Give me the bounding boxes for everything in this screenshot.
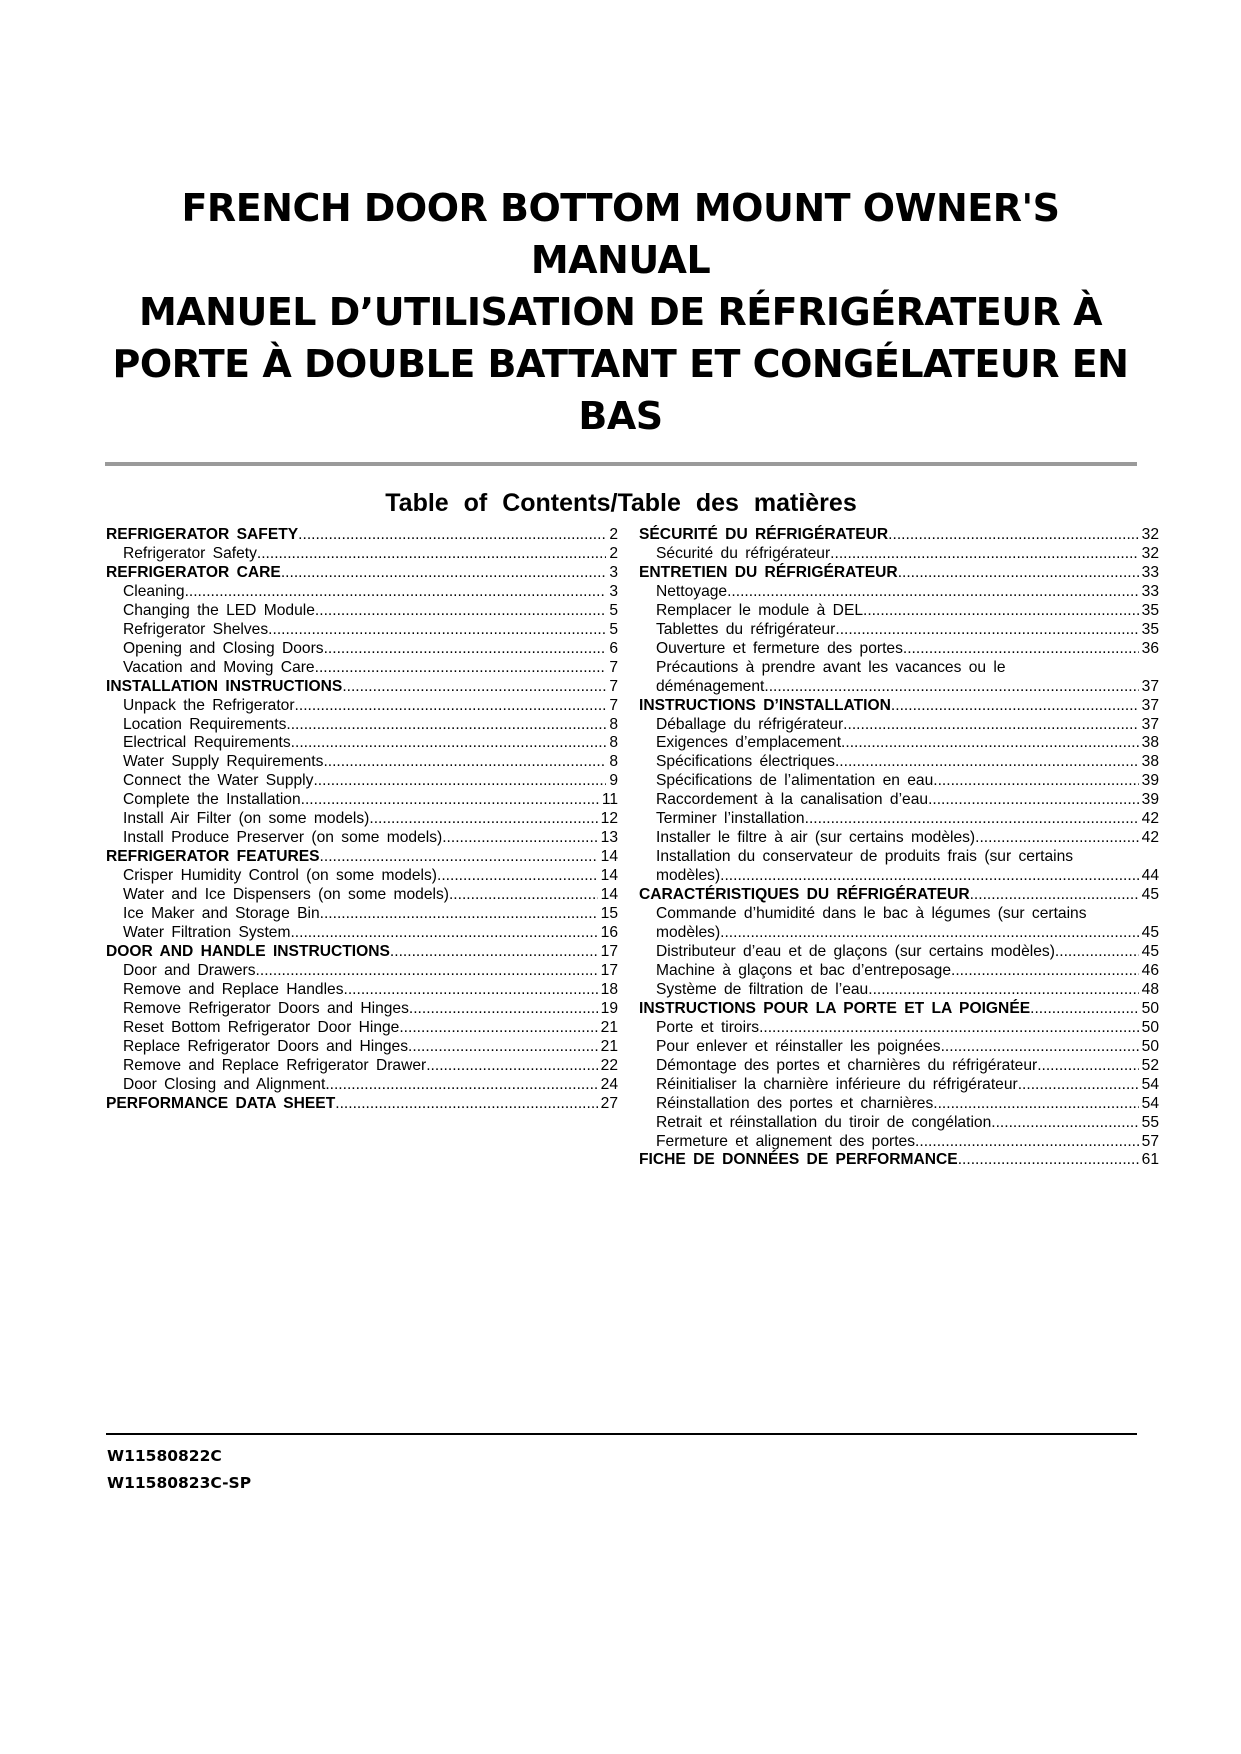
toc-entry-label: Exigences d’emplacement (656, 734, 842, 752)
toc-entry[interactable] (639, 1076, 1159, 1095)
toc-entry-label: modèles) (656, 924, 721, 942)
toc-leader-dots (335, 1095, 597, 1114)
toc-entry-label: Water and Ice Dispensers (on some models) (123, 886, 449, 904)
toc-entry-label: Nettoyage (656, 582, 728, 600)
toc-entry-page: 33 (1141, 563, 1159, 581)
toc-leader-dots (843, 716, 1138, 735)
toc-entry[interactable] (639, 753, 1159, 772)
toc-entry-page: 3 (609, 563, 618, 581)
toc-entry-page: 5 (609, 601, 618, 619)
toc-entry-label: Terminer l’installation (656, 810, 805, 828)
toc-entry-label: INSTALLATION INSTRUCTIONS (106, 677, 343, 695)
toc-leader-dots (720, 867, 1139, 886)
toc-entry-label: Water Filtration System (123, 924, 291, 942)
toc-entry-label: Remove and Replace Refrigerator Drawer (123, 1056, 427, 1074)
toc-leader-dots (759, 1019, 1139, 1038)
divider (106, 1433, 1137, 1435)
toc-entry-label: Démontage des portes et charnières du réfrigérateur (656, 1056, 1038, 1074)
toc-entry[interactable] (106, 962, 618, 981)
toc-leader-dots (325, 1076, 597, 1095)
toc-leader-dots (933, 1095, 1138, 1114)
toc-entry-page: 8 (609, 734, 618, 752)
toc-entry-page: 50 (1141, 1037, 1159, 1055)
toc-entry-page: 54 (1141, 1075, 1159, 1093)
toc-leader-dots (449, 886, 598, 905)
toc-entry[interactable] (106, 697, 618, 716)
toc-entry-page: 14 (600, 867, 618, 885)
toc-entry-page: 13 (600, 829, 618, 847)
toc-entry[interactable] (639, 772, 1159, 791)
toc-entry-label: Fermeture et alignement des portes (656, 1132, 916, 1150)
toc-entry[interactable] (106, 659, 618, 678)
toc-leader-dots (291, 734, 607, 753)
toc-entry-page: 46 (1141, 961, 1159, 979)
toc-entry-label: Refrigerator Safety (123, 544, 257, 562)
toc-leader-dots (315, 602, 606, 621)
toc-entry[interactable] (106, 943, 618, 962)
toc-entry-page: 52 (1141, 1056, 1159, 1074)
toc-leader-dots (720, 924, 1139, 943)
toc-entry-label: REFRIGERATOR CARE (106, 563, 281, 581)
toc-entry-page: 12 (600, 810, 618, 828)
toc-entry-label: Complete the Installation (123, 791, 301, 809)
toc-entry-page: 35 (1141, 601, 1159, 619)
toc-entry-label: SÉCURITÉ DU RÉFRIGÉRATEUR (639, 526, 889, 543)
toc-entry-page: 50 (1141, 1018, 1159, 1036)
toc-entry-page: 18 (600, 980, 618, 998)
toc-entry-label: Location Requirements (123, 715, 287, 733)
toc-leader-dots (281, 564, 606, 583)
toc-entry[interactable] (106, 678, 618, 697)
toc-entry-label: DOOR AND HANDLE INSTRUCTIONS (106, 942, 390, 960)
toc-leader-dots (841, 734, 1139, 753)
toc-entry-page: 17 (600, 942, 618, 960)
toc-leader-dots (868, 981, 1138, 1000)
toc-leader-dots (342, 678, 606, 697)
toc-entry-page: 6 (609, 639, 618, 657)
toc-leader-dots (805, 810, 1139, 829)
toc-entry-label: Refrigerator Shelves (123, 620, 269, 638)
toc-entry[interactable] (106, 772, 618, 791)
toc-entry[interactable] (106, 1019, 618, 1038)
toc-entry[interactable] (106, 526, 618, 545)
toc-entry-label: Réinstallation des portes et charnières (656, 1094, 934, 1112)
toc-entry[interactable] (639, 848, 1159, 867)
toc-entry[interactable] (639, 734, 1159, 753)
toc-entry-label: Déballage du réfrigérateur (656, 715, 844, 733)
toc-entry-label: ENTRETIEN DU RÉFRIGÉRATEUR (639, 563, 898, 581)
toc-leader-dots (933, 772, 1138, 791)
toc-entry[interactable] (106, 1038, 618, 1057)
toc-entry-page: 61 (1141, 1151, 1159, 1169)
toc-entry[interactable] (639, 545, 1159, 564)
toc-entry-page: 14 (600, 886, 618, 904)
toc-leader-dots (1018, 1076, 1139, 1095)
toc-entry-page: 42 (1141, 829, 1159, 847)
toc-entry-label: Pour enlever et réinstaller les poignées (656, 1037, 941, 1055)
toc-leader-dots (185, 583, 607, 602)
toc-entry[interactable] (106, 583, 618, 602)
toc-entry-label: Précautions à prendre avant les vacances ou le (656, 658, 1006, 676)
toc-entry[interactable] (639, 1057, 1159, 1076)
toc-leader-dots (941, 1038, 1139, 1057)
toc-leader-dots (298, 526, 606, 545)
toc-entry[interactable] (106, 602, 618, 621)
toc-entry[interactable] (106, 621, 618, 640)
toc-entry[interactable] (106, 734, 618, 753)
toc-leader-dots (898, 564, 1139, 583)
title-line: MANUEL D’UTILISATION DE RÉFRIGÉRATEUR À (138, 290, 1103, 334)
toc-entry[interactable] (106, 829, 618, 848)
toc-french-column (639, 526, 1159, 1170)
toc-entry[interactable] (639, 659, 1159, 678)
title-line: PORTE À DOUBLE BATTANT ET CONGÉLATEUR EN (112, 342, 1129, 386)
toc-entry-label: Installer le filtre à air (sur certains modèles) (656, 829, 976, 847)
toc-leader-dots (286, 716, 606, 735)
toc-entry[interactable] (106, 924, 618, 943)
toc-entry[interactable] (639, 678, 1159, 697)
toc-entry-label: Remplacer le module à DEL (656, 601, 864, 619)
toc-entry-label: Système de filtration de l’eau (656, 980, 869, 998)
divider (105, 462, 1137, 466)
toc-entry-label: déménagement (656, 677, 765, 695)
toc-entry[interactable] (639, 1019, 1159, 1038)
toc-leader-dots (256, 962, 598, 981)
toc-entry-page: 36 (1141, 639, 1159, 657)
toc-entry-page: 50 (1141, 999, 1159, 1017)
toc-entry[interactable] (639, 981, 1159, 1000)
toc-entry-page: 7 (609, 696, 618, 714)
toc-entry-page: 42 (1141, 810, 1159, 828)
toc-entry-page: 37 (1141, 677, 1159, 695)
toc-leader-dots (313, 772, 606, 791)
toc-entry-page: 21 (600, 1037, 618, 1055)
toc-entry-label: PERFORMANCE DATA SHEET (106, 1094, 336, 1112)
toc-entry-page: 2 (609, 544, 618, 562)
toc-entry-page: 32 (1141, 544, 1159, 562)
title-line: MANUAL (530, 238, 711, 282)
toc-entry-page: 44 (1141, 867, 1159, 885)
toc-entry-label: REFRIGERATOR SAFETY (106, 526, 299, 543)
toc-entry-page: 39 (1141, 772, 1159, 790)
toc-entry-page: 54 (1141, 1094, 1159, 1112)
toc-leader-dots (290, 924, 597, 943)
toc-entry-label: Spécifications de l’alimentation en eau (656, 772, 934, 790)
toc-leader-dots (928, 791, 1139, 810)
toc-entry-page: 55 (1141, 1113, 1159, 1131)
toc-leader-dots (830, 545, 1138, 564)
toc-entry-page: 38 (1141, 734, 1159, 752)
toc-leader-dots (991, 1114, 1138, 1133)
toc-entry-label: Retrait et réinstallation du tiroir de congélation (656, 1113, 992, 1131)
toc-entry[interactable] (639, 943, 1159, 962)
toc-entry[interactable] (106, 716, 618, 735)
toc-entry-page: 39 (1141, 791, 1159, 809)
toc-entry-label: Replace Refrigerator Doors and Hinges (123, 1037, 409, 1055)
toc-entry[interactable] (106, 867, 618, 886)
toc-entry[interactable] (106, 1000, 618, 1019)
toc-entry-label: Electrical Requirements (123, 734, 291, 752)
toc-leader-dots (975, 829, 1139, 848)
toc-leader-dots (863, 602, 1139, 621)
toc-entry-page: 45 (1141, 886, 1159, 904)
toc-entry-label: Ouverture et fermeture des portes (656, 639, 903, 657)
toc-entry-label: REFRIGERATOR FEATURES (106, 848, 320, 866)
toc-entry-page: 15 (600, 905, 618, 923)
toc-leader-dots (958, 1151, 1139, 1170)
toc-entry[interactable] (639, 867, 1159, 886)
toc-entry[interactable] (106, 753, 618, 772)
toc-entry-label: Water Supply Requirements (123, 753, 324, 771)
toc-entry-label: Reset Bottom Refrigerator Door Hinge (123, 1018, 400, 1036)
toc-entry-label: Sécurité du réfrigérateur (656, 544, 831, 562)
toc-leader-dots (320, 848, 598, 867)
toc-entry-page: 48 (1141, 980, 1159, 998)
toc-entry-page: 8 (609, 753, 618, 771)
toc-entry-label: Installation du conservateur de produits frais (sur certains (656, 848, 1074, 866)
toc-entry-label: Raccordement à la canalisation d’eau (656, 791, 929, 809)
toc-heading: Table of Contents/Table des matières (385, 489, 857, 517)
toc-entry-label: Ice Maker and Storage Bin (123, 905, 320, 923)
toc-entry-label: Install Air Filter (on some models) (123, 810, 370, 828)
toc-entry[interactable] (639, 962, 1159, 981)
toc-entry[interactable] (106, 886, 618, 905)
toc-leader-dots (891, 697, 1139, 716)
title-line: BAS (578, 394, 663, 438)
toc-entry[interactable] (639, 564, 1159, 583)
toc-entry-page: 35 (1141, 620, 1159, 638)
toc-entry[interactable] (639, 697, 1159, 716)
toc-leader-dots (903, 640, 1139, 659)
part-number: W11580822C (107, 1447, 222, 1465)
toc-leader-dots (295, 697, 607, 716)
toc-entry[interactable] (106, 1076, 618, 1095)
toc-leader-dots (442, 829, 597, 848)
toc-entry[interactable] (639, 1151, 1159, 1170)
toc-entry-page: 3 (609, 582, 618, 600)
toc-entry-page: 7 (609, 677, 618, 695)
toc-leader-dots (915, 1133, 1139, 1152)
toc-entry-label: Crisper Humidity Control (on some models) (123, 867, 437, 885)
toc-entry-page: 57 (1141, 1132, 1159, 1150)
toc-entry[interactable] (106, 905, 618, 924)
toc-entry-label: Commande d’humidité dans le bac à légumes (sur certains (656, 905, 1087, 923)
toc-entry[interactable] (106, 791, 618, 810)
toc-entry-page: 19 (600, 999, 618, 1017)
toc-english-column (106, 526, 618, 1114)
toc-entry-label: FICHE DE DONNÉES DE PERFORMANCE (639, 1151, 958, 1169)
toc-entry-page: 14 (600, 848, 618, 866)
toc-entry[interactable] (639, 791, 1159, 810)
toc-entry-label: Spécifications électriques (656, 753, 835, 771)
toc-leader-dots (437, 867, 598, 886)
toc-leader-dots (268, 621, 606, 640)
toc-entry[interactable] (639, 583, 1159, 602)
toc-leader-dots (369, 810, 597, 829)
toc-entry[interactable] (106, 564, 618, 583)
toc-entry[interactable] (639, 924, 1159, 943)
toc-leader-dots (324, 640, 607, 659)
toc-entry[interactable] (639, 716, 1159, 735)
toc-entry-label: Vacation and Moving Care (123, 658, 315, 676)
toc-entry[interactable] (639, 886, 1159, 905)
toc-entry-page: 24 (600, 1075, 618, 1093)
toc-entry-page: 45 (1141, 924, 1159, 942)
toc-leader-dots (1037, 1057, 1138, 1076)
toc-entry[interactable] (639, 905, 1159, 924)
manual-title (100, 182, 1141, 442)
toc-entry[interactable] (639, 640, 1159, 659)
toc-entry-label: Distributeur d’eau et de glaçons (sur certains modèles) (656, 942, 1055, 960)
toc-entry[interactable] (639, 526, 1159, 545)
part-number: W11580823C-SP (107, 1474, 252, 1492)
toc-leader-dots (970, 886, 1139, 905)
toc-entry-page: 5 (609, 620, 618, 638)
toc-entry[interactable] (106, 848, 618, 867)
toc-entry-page: 22 (600, 1056, 618, 1074)
toc-entry[interactable] (106, 981, 618, 1000)
toc-entry-label: modèles) (656, 867, 721, 885)
toc-leader-dots (301, 791, 599, 810)
toc-entry[interactable] (639, 810, 1159, 829)
toc-entry-page: 7 (609, 658, 618, 676)
toc-entry-label: INSTRUCTIONS POUR LA PORTE ET LA POIGNÉE (639, 999, 1031, 1017)
toc-entry-page: 11 (601, 791, 618, 809)
toc-leader-dots (835, 753, 1139, 772)
toc-entry-page: 33 (1141, 582, 1159, 600)
toc-entry-label: Machine à glaçons et bac d’entreposage (656, 961, 952, 979)
toc-entry-label: Opening and Closing Doors (123, 639, 324, 657)
toc-leader-dots (1055, 943, 1139, 962)
toc-leader-dots (257, 545, 606, 564)
toc-entry-page: 37 (1141, 715, 1159, 733)
toc-leader-dots (426, 1057, 597, 1076)
toc-entry[interactable] (639, 1095, 1159, 1114)
toc-leader-dots (408, 1038, 598, 1057)
toc-entry-page: 17 (600, 961, 618, 979)
toc-entry[interactable] (639, 1038, 1159, 1057)
toc-entry-label: Unpack the Refrigerator (123, 696, 295, 714)
toc-leader-dots (390, 943, 598, 962)
toc-leader-dots (409, 1000, 598, 1019)
toc-entry-label: Remove and Replace Handles (123, 980, 344, 998)
toc-entry[interactable] (639, 1133, 1159, 1152)
toc-leader-dots (764, 678, 1138, 697)
toc-leader-dots (888, 526, 1138, 545)
toc-leader-dots (727, 583, 1139, 602)
toc-entry-page: 2 (609, 526, 618, 543)
toc-leader-dots (1030, 1000, 1139, 1019)
toc-entry-label: Cleaning (123, 582, 185, 600)
toc-entry-label: INSTRUCTIONS D’INSTALLATION (639, 696, 891, 714)
toc-entry-page: 21 (600, 1018, 618, 1036)
toc-entry-page: 38 (1141, 753, 1159, 771)
toc-leader-dots (835, 621, 1138, 640)
toc-entry-label: Réinitialiser la charnière inférieure du réfrigérateur (656, 1075, 1018, 1093)
toc-entry-label: Door Closing and Alignment (123, 1075, 326, 1093)
toc-entry-label: Door and Drawers (123, 961, 256, 979)
toc-leader-dots (951, 962, 1139, 981)
toc-entry[interactable] (106, 640, 618, 659)
toc-leader-dots (315, 659, 607, 678)
toc-leader-dots (399, 1019, 597, 1038)
toc-entry-page: 27 (600, 1094, 618, 1112)
toc-entry-page: 37 (1141, 696, 1159, 714)
toc-entry[interactable] (106, 545, 618, 564)
toc-entry-label: Install Produce Preserver (on some models) (123, 829, 443, 847)
toc-entry[interactable] (639, 621, 1159, 640)
toc-entry-label: Tablettes du réfrigérateur (656, 620, 836, 638)
toc-entry-label: Connect the Water Supply (123, 772, 314, 790)
toc-entry-label: Porte et tiroirs (656, 1018, 760, 1036)
toc-entry[interactable] (639, 602, 1159, 621)
toc-entry[interactable] (639, 1114, 1159, 1133)
toc-entry-page: 45 (1141, 942, 1159, 960)
toc-entry-page: 9 (609, 772, 618, 790)
toc-entry[interactable] (106, 1057, 618, 1076)
toc-entry[interactable] (106, 810, 618, 829)
title-line: FRENCH DOOR BOTTOM MOUNT OWNER'S (181, 186, 1060, 230)
toc-entry[interactable] (106, 1095, 618, 1114)
toc-entry-label: CARACTÉRISTIQUES DU RÉFRIGÉRATEUR (639, 886, 970, 904)
toc-entry[interactable] (639, 1000, 1159, 1019)
toc-leader-dots (344, 981, 598, 1000)
toc-entry-page: 32 (1141, 526, 1159, 543)
toc-entry-label: Changing the LED Module (123, 601, 315, 619)
toc-leader-dots (323, 753, 606, 772)
toc-entry-label: Remove Refrigerator Doors and Hinges (123, 999, 409, 1017)
toc-entry-page: 8 (609, 715, 618, 733)
toc-entry[interactable] (639, 829, 1159, 848)
toc-entry-page: 16 (600, 924, 618, 942)
toc-leader-dots (320, 905, 598, 924)
